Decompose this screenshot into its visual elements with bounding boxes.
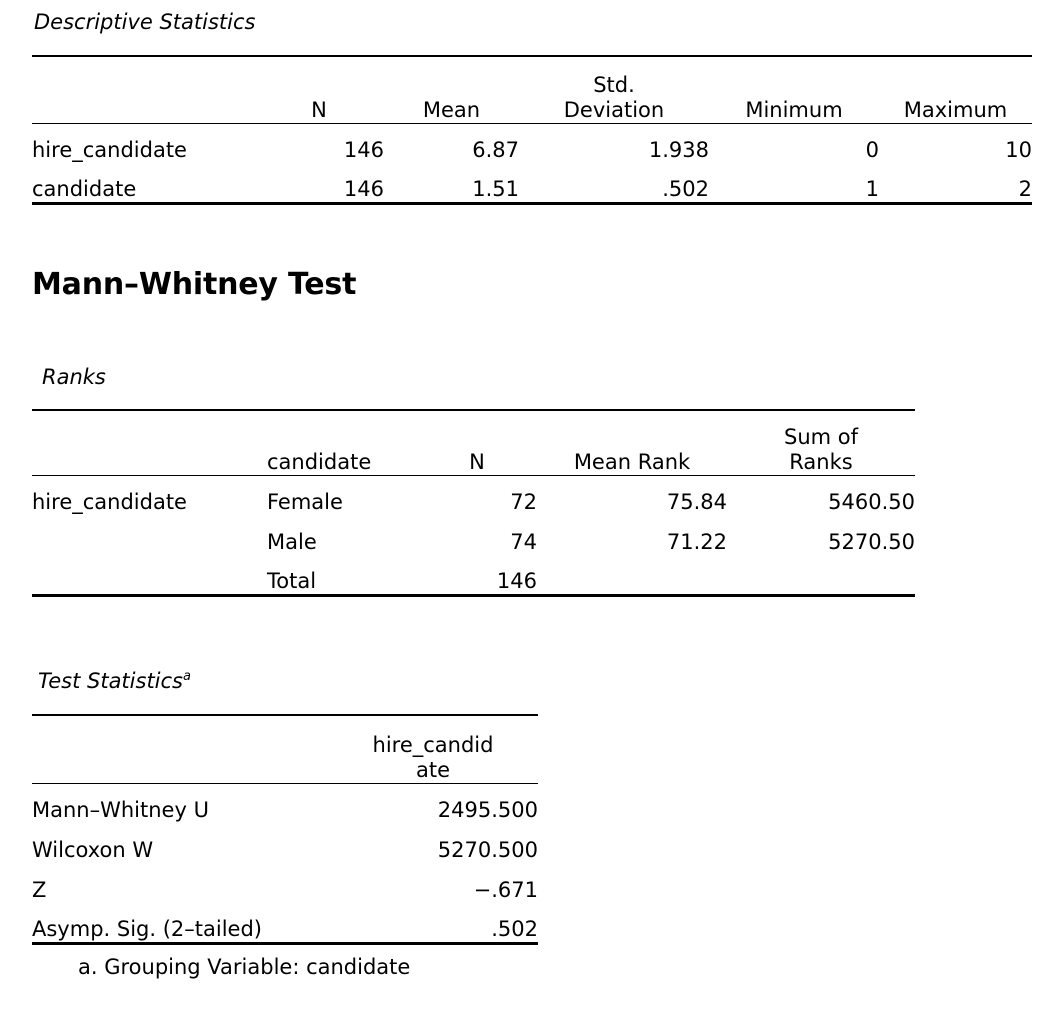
column-header-n: N bbox=[311, 97, 327, 122]
column-header-blank bbox=[32, 410, 267, 475]
cell-minimum: 0 bbox=[865, 138, 879, 162]
column-header-std-deviation-line1: Std. bbox=[593, 72, 635, 97]
column-header-sum-of-ranks-line2: Ranks bbox=[789, 449, 853, 474]
test-statistics-caption bbox=[38, 669, 191, 693]
row-label-asymp-sig: Asymp. Sig. (2–tailed) bbox=[32, 916, 262, 941]
cell-maximum: 10 bbox=[1005, 138, 1032, 162]
cell-mean-rank bbox=[537, 555, 727, 595]
column-header-sum-of-ranks bbox=[727, 410, 915, 475]
cell-z: −.671 bbox=[473, 878, 538, 902]
column-header-mean: Mean bbox=[422, 97, 481, 122]
column-header-minimum: Minimum bbox=[745, 97, 843, 122]
column-header-std-deviation-line2: Deviation bbox=[563, 97, 665, 122]
column-header-std-deviation bbox=[519, 56, 709, 123]
cell-mean: 6.87 bbox=[472, 138, 519, 162]
cell-group: Female bbox=[267, 490, 343, 514]
column-header-maximum: Maximum bbox=[903, 97, 1008, 122]
table-row bbox=[32, 863, 538, 903]
cell-mann-whitney-u: 2495.500 bbox=[437, 798, 538, 822]
cell-sum-of-ranks bbox=[727, 555, 915, 595]
table-header-row bbox=[32, 715, 538, 783]
table-header-row bbox=[32, 56, 1032, 123]
cell-asymp-sig: .502 bbox=[491, 916, 538, 941]
ranks-caption: Ranks bbox=[42, 365, 106, 389]
row-label: candidate bbox=[32, 176, 137, 201]
mann-whitney-test-heading: Mann–Whitney Test bbox=[32, 267, 357, 302]
row-header-hire-candidate: hire_candidate bbox=[32, 490, 187, 514]
column-header-candidate: candidate bbox=[267, 449, 372, 474]
cell-maximum: 2 bbox=[1018, 176, 1032, 201]
column-header-hire-candidate-line1: hire_candid bbox=[372, 732, 494, 757]
cell-mean-rank: 71.22 bbox=[666, 530, 727, 554]
cell-n: 74 bbox=[510, 530, 537, 554]
column-header-mean-rank: Mean Rank bbox=[573, 449, 691, 474]
cell-mean: 1.51 bbox=[472, 176, 519, 201]
cell-sum-of-ranks: 5460.50 bbox=[828, 490, 915, 514]
cell-sum-of-ranks: 5270.50 bbox=[828, 530, 915, 554]
cell-mean-rank: 75.84 bbox=[666, 490, 727, 514]
cell-minimum: 1 bbox=[865, 176, 879, 201]
table-row bbox=[32, 903, 538, 943]
table-row bbox=[32, 783, 538, 823]
row-header-blank bbox=[32, 515, 267, 555]
cell-n: 146 bbox=[343, 176, 384, 201]
column-header-blank bbox=[32, 56, 254, 123]
column-header-hire-candidate-line2: ate bbox=[415, 757, 451, 782]
table-row bbox=[32, 123, 1032, 163]
cell-std-deviation: 1.938 bbox=[648, 138, 709, 162]
row-label: hire_candidate bbox=[32, 138, 187, 162]
table-row bbox=[32, 475, 915, 515]
row-header-blank bbox=[32, 555, 267, 595]
column-header-n: N bbox=[469, 449, 485, 474]
table-row bbox=[32, 515, 915, 555]
row-label-mann-whitney-u: Mann–Whitney U bbox=[32, 798, 209, 822]
test-statistics-caption-superscript: a bbox=[183, 669, 191, 684]
row-label-z: Z bbox=[32, 878, 47, 902]
cell-group: Male bbox=[267, 530, 317, 554]
row-label-wilcoxon-w: Wilcoxon W bbox=[32, 838, 154, 862]
cell-wilcoxon-w: 5270.500 bbox=[437, 838, 538, 862]
table-row bbox=[32, 555, 915, 595]
cell-group: Total bbox=[267, 568, 317, 593]
column-header-sum-of-ranks-line1: Sum of bbox=[783, 424, 858, 449]
test-statistics-caption-text: Test Statistics bbox=[38, 669, 184, 693]
table-row bbox=[32, 823, 538, 863]
cell-n: 72 bbox=[510, 490, 537, 514]
table-row bbox=[32, 163, 1032, 203]
column-header-hire-candidate bbox=[328, 715, 538, 783]
cell-std-deviation: .502 bbox=[662, 176, 709, 201]
cell-n: 146 bbox=[343, 138, 384, 162]
test-statistics-footnote: a. Grouping Variable: candidate bbox=[78, 955, 411, 979]
test-statistics-table bbox=[32, 714, 538, 945]
descriptive-statistics-table bbox=[32, 55, 1032, 205]
ranks-table bbox=[32, 409, 915, 597]
cell-n: 146 bbox=[496, 568, 537, 593]
column-header-blank bbox=[32, 715, 328, 783]
table-header-row bbox=[32, 410, 915, 475]
descriptive-statistics-caption: Descriptive Statistics bbox=[34, 10, 256, 34]
